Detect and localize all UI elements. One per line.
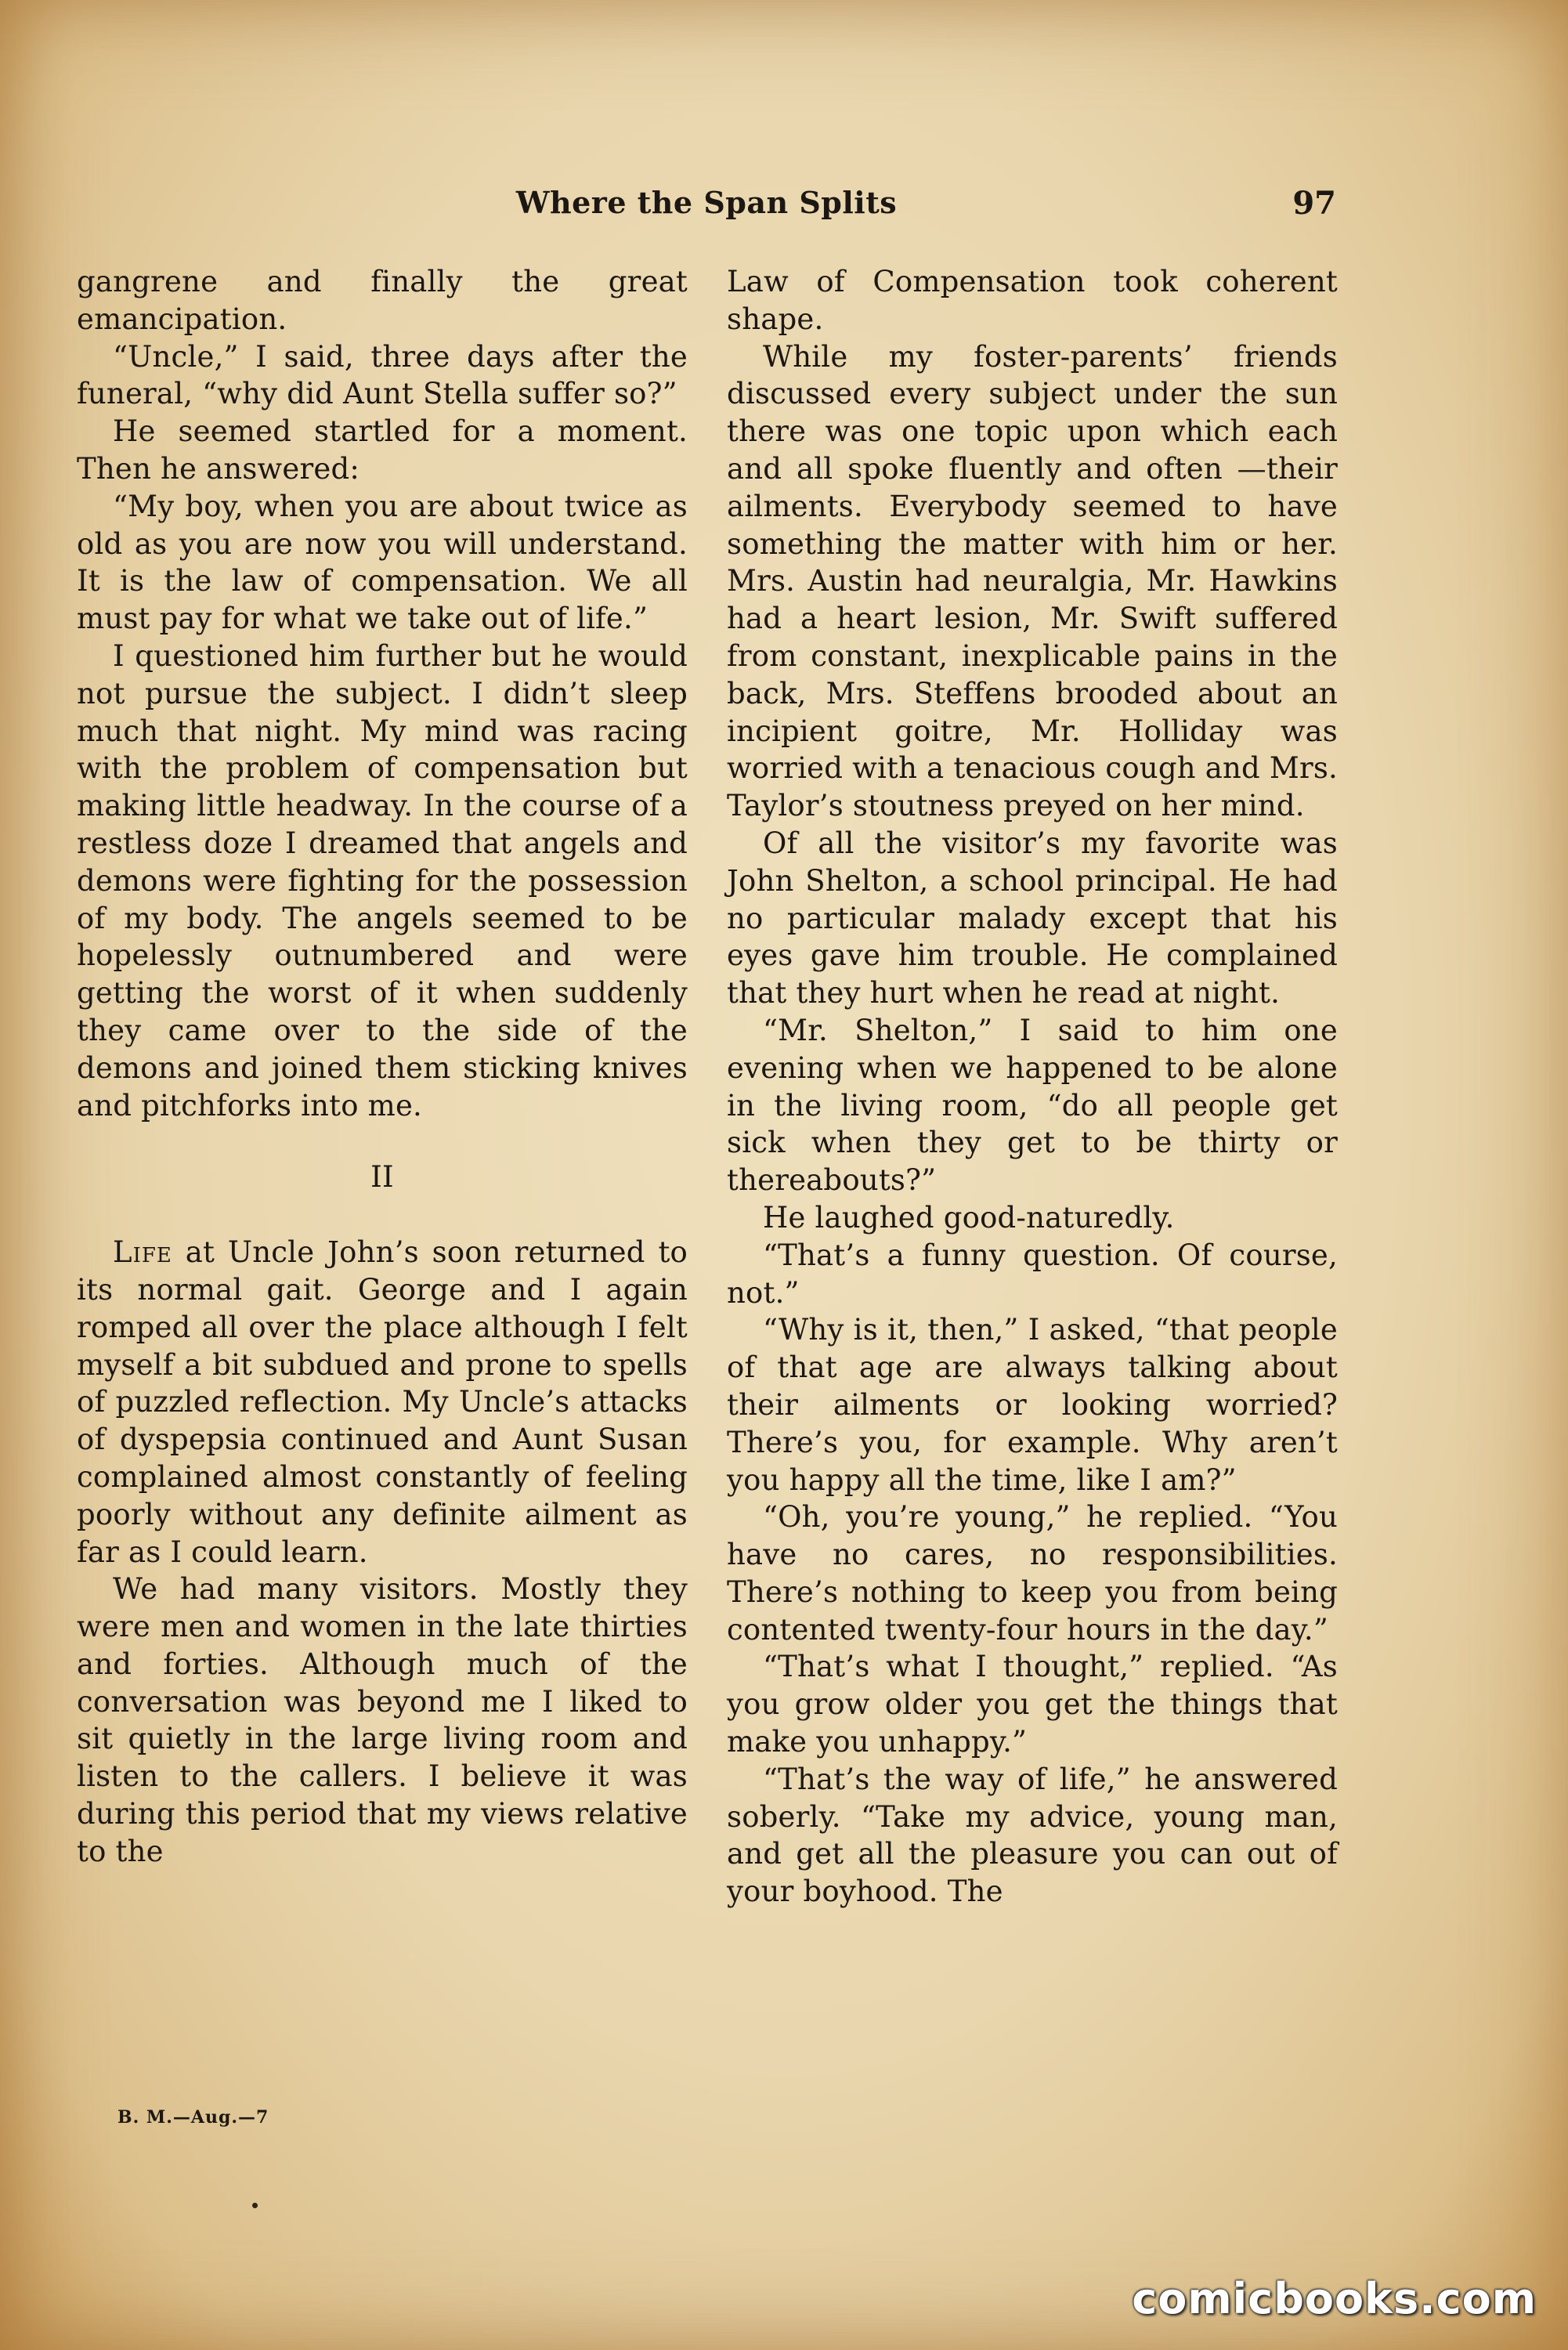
paragraph: “That’s a funny question. Of course, not.” <box>727 1238 1338 1310</box>
lead-word: Life <box>113 1235 172 1270</box>
section-number: II <box>370 1160 394 1195</box>
paragraph: “My boy, when you are about twice as old as you are now you will understand. It is the law of compensation. We all must pay for what we take out of life.” <box>77 489 688 636</box>
ink-speck <box>252 2203 258 2208</box>
running-title: Where the Span Splits <box>515 185 898 220</box>
page-number: 97 <box>1292 185 1336 222</box>
paragraph: We had many visitors. Mostly they were men and women in the late thirties and forties. Although much of the conversation was beyond me I liked to sit quietly in the large living room and listen to the callers. I believe it was during this period that my views relative to the <box>77 1572 688 1868</box>
paragraph: “Why is it, then,” I asked, “that people of that age are always talking about their ailments or looking worried? There’s you, for example. Why aren’t you happy all the time, like I am?” <box>727 1313 1338 1497</box>
paragraph: He laughed good-naturedly. <box>763 1200 1175 1235</box>
page-header <box>77 185 1336 232</box>
paragraph: While my foster-parents’ friends discussed every subject under the sun there was one topic upon which each and all spoke fluently and often —their ailments. Everybody seemed to have something the matter with him or her. Mrs. Austin had neuralgia, Mr. Hawkins had a heart lesion, Mr. Swift suffered from constant, inexplicable pains in the back, Mrs. Steffens brooded about an incipient goitre, Mr. Holliday was worried with a tenacious cough and Mrs. Taylor’s stoutness preyed on her mind. <box>727 339 1338 823</box>
paragraph: “That’s the way of life,” he answered soberly. “Take my advice, young man, and get all the pleasure you can out of your boyhood. The <box>727 1762 1338 1909</box>
paragraph: Law of Compensation took coherent shape. <box>727 265 1338 336</box>
paragraph: “Uncle,” I said, three days after the funeral, “why did Aunt Stella suffer so?” <box>77 339 688 411</box>
section-opening-paragraph <box>77 1234 688 1571</box>
paragraph: “Oh, you’re young,” he replied. “You have no cares, no responsibilities. There’s nothing to keep you from being contented twenty-four hours in the day.” <box>727 1500 1338 1647</box>
left-column <box>77 263 688 1871</box>
paragraph-text: at Uncle John’s soon returned to its normal gait. George and I again romped all over the place although I felt myself a bit subdued and prone to spells of puzzled reflection. My Uncle’s attacks of dyspepsia continued and Aunt Susan complained almost constantly of feeling poorly without any definite ailment as far as I could learn. <box>77 1235 688 1569</box>
printer-signature: B. M.—Aug.—7 <box>117 2107 269 2128</box>
paragraph: I questioned him further but he would not pursue the subject. I didn’t sleep much that night. My mind was racing with the problem of compensation but making little headway. In the course of a restless doze I dreamed that angels and demons were fighting for the possession of my body. The angels seemed to be hopelessly outnumbered and were getting the worst of it when suddenly they came over to the side of the demons and joined them sticking knives and pitchforks into me. <box>77 638 688 1123</box>
site-watermark: comicbooks.com <box>1132 2274 1537 2323</box>
right-column <box>727 263 1338 1911</box>
paragraph: gangrene and finally the great emancipation. <box>77 265 688 336</box>
paragraph: Of all the visitor’s my favorite was John Shelton, a school principal. He had no particular malady except that his eyes gave him trouble. He complained that they hurt when he read at night. <box>727 826 1338 1010</box>
paragraph: He seemed startled for a moment. Then he answered: <box>77 414 688 486</box>
paragraph: “That’s what I thought,” replied. “As you grow older you get the things that make you unhappy.” <box>727 1650 1338 1759</box>
paragraph: “Mr. Shelton,” I said to him one evening when we happened to be alone in the living room, “do all people get sick when they get to be thirty or thereabouts?” <box>727 1013 1338 1198</box>
